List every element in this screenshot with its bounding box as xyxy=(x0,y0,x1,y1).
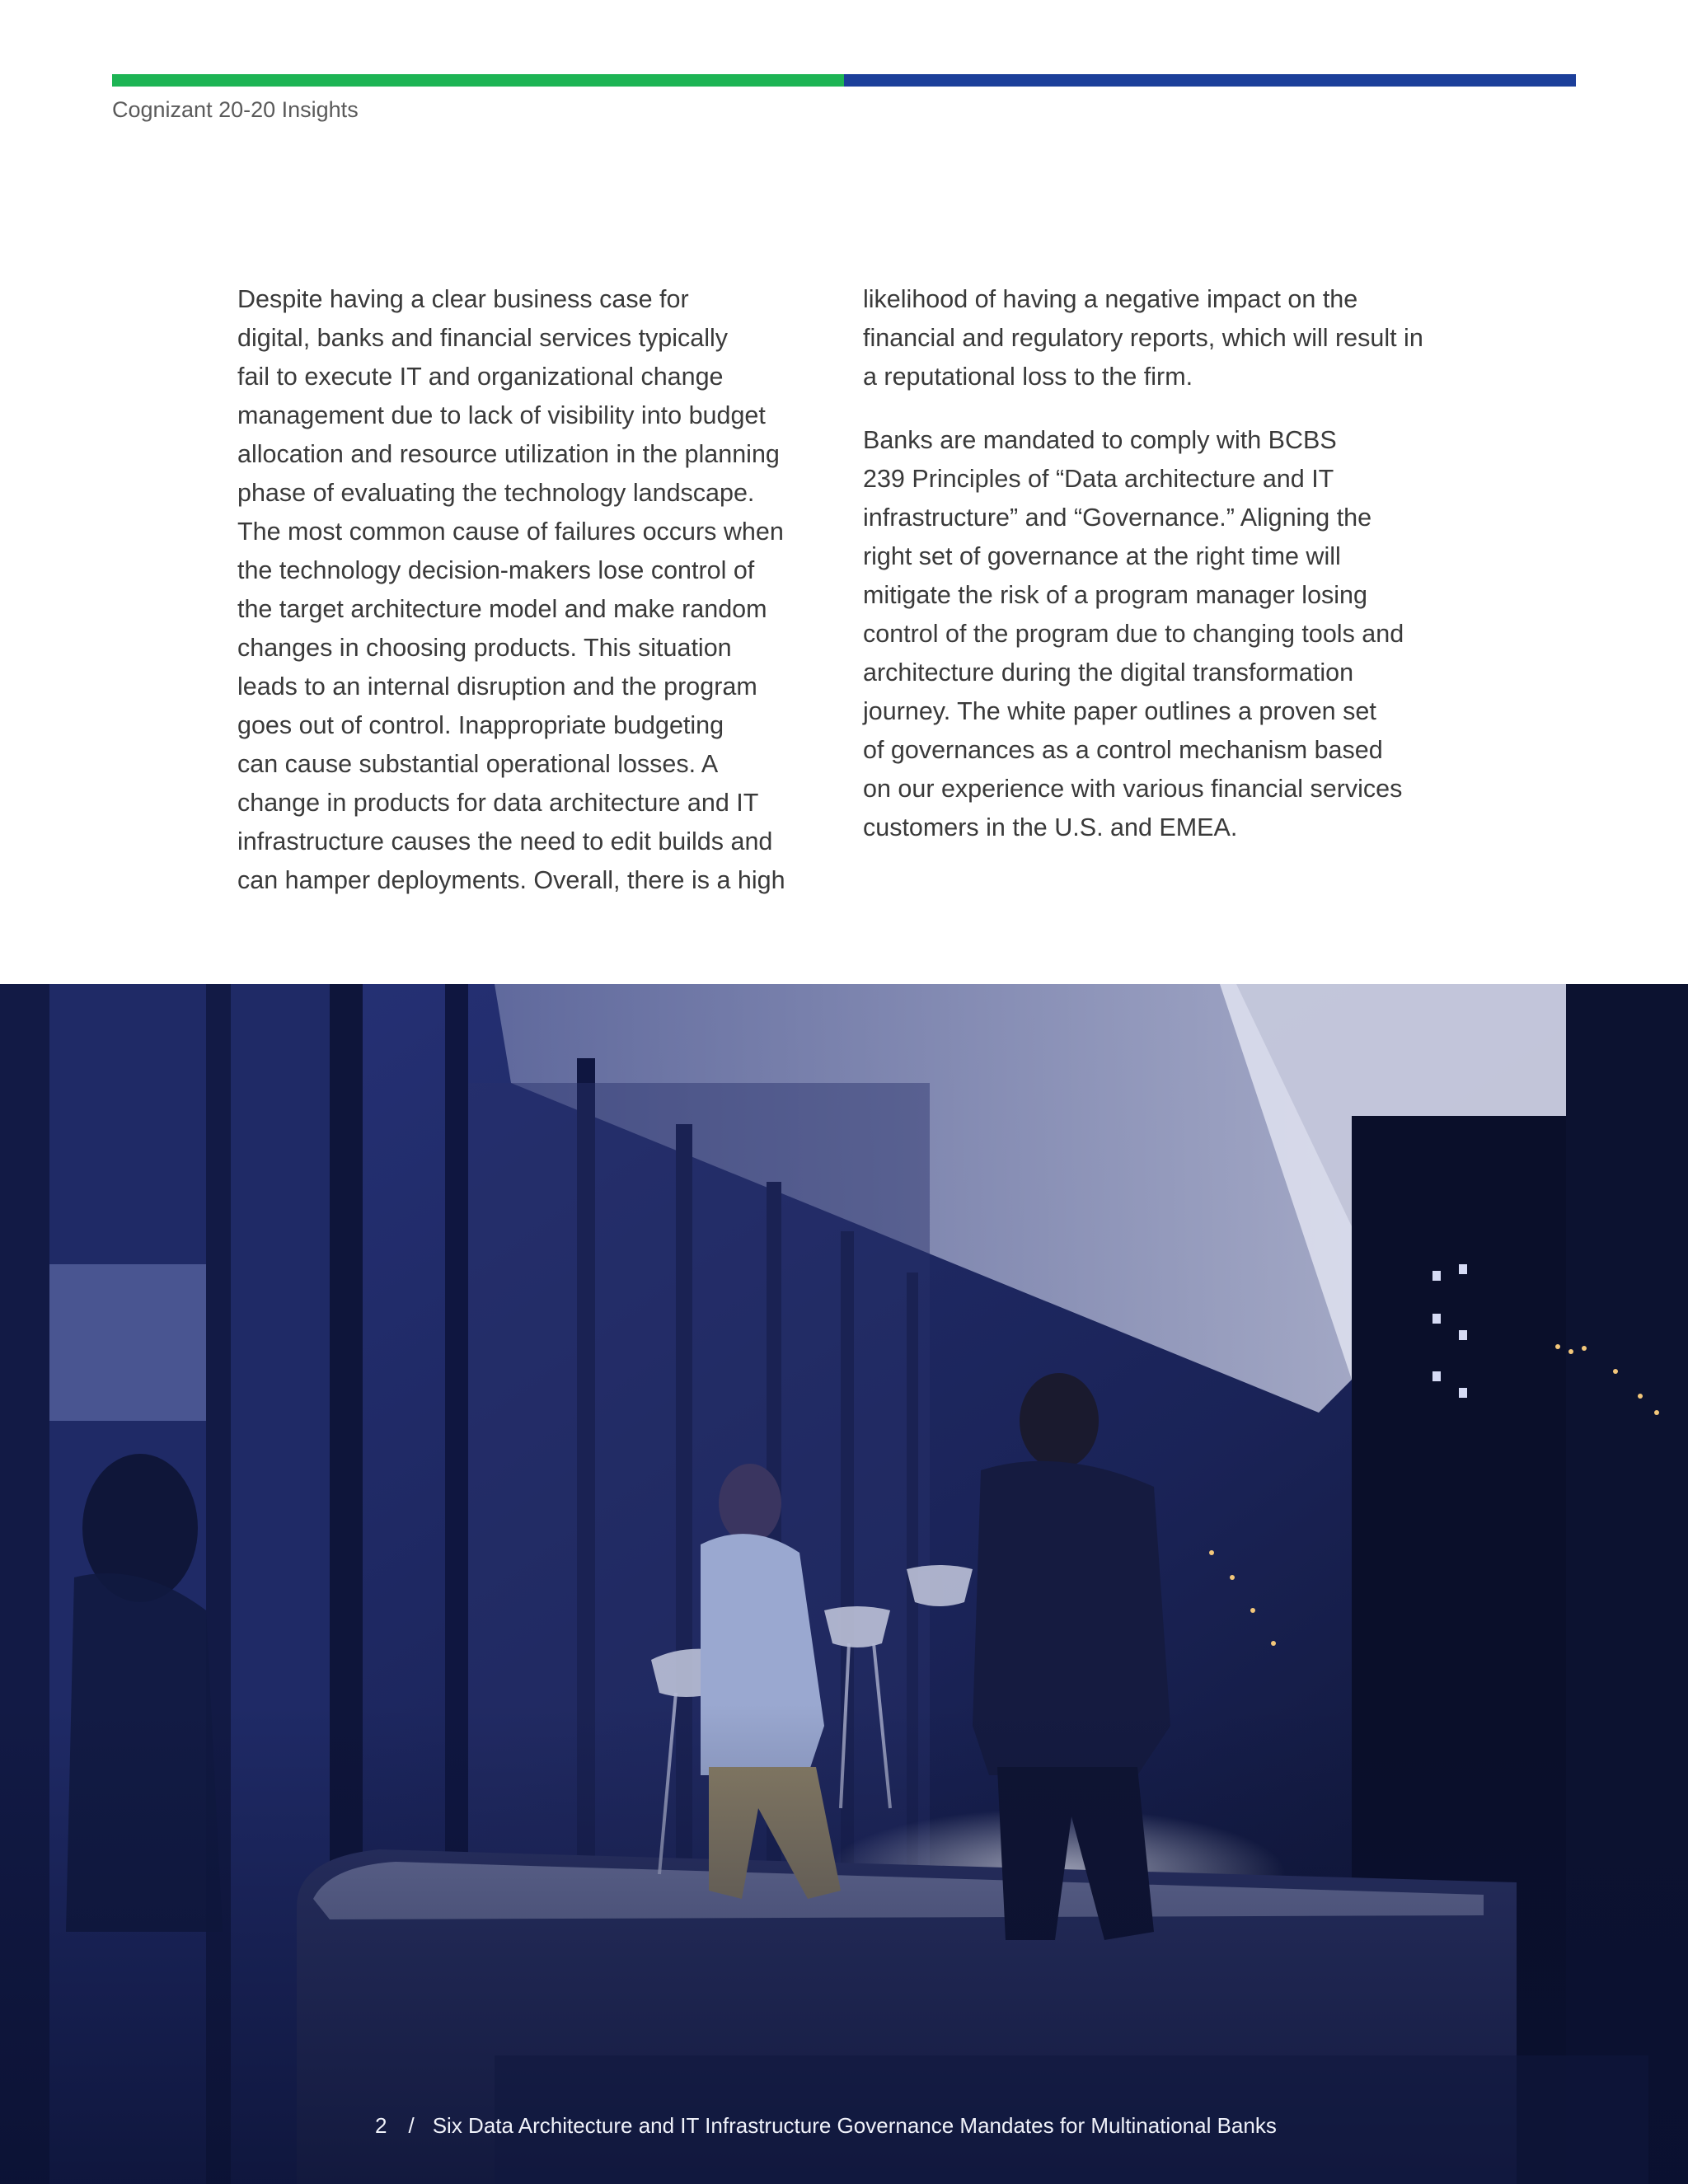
body-column-left xyxy=(237,280,831,900)
body-text-line: financial and regulatory reports, which will result in xyxy=(863,324,1423,352)
body-text-line: phase of evaluating the technology landscape. xyxy=(237,479,755,507)
body-text-line: can cause substantial operational losses. A xyxy=(237,750,719,778)
top-color-rule xyxy=(112,74,1576,87)
body-text-line: the technology decision-makers lose control of xyxy=(237,556,755,584)
body-text-line: control of the program due to changing tools and xyxy=(863,620,1404,648)
body-text-line: infrastructure” and “Governance.” Aligning the xyxy=(863,504,1372,532)
body-text-line: of governances as a control mechanism based xyxy=(863,736,1383,764)
office-night-photo xyxy=(0,984,1688,2184)
body-text-line: allocation and resource utilization in the planning xyxy=(237,440,780,468)
body-text-line: goes out of control. Inappropriate budgeting xyxy=(237,711,724,739)
body-text-line: leads to an internal disruption and the program xyxy=(237,673,757,701)
body-text-line: 239 Principles of “Data architecture and IT xyxy=(863,465,1334,493)
body-text-line: changes in choosing products. This situation xyxy=(237,634,732,662)
body-text-line: The most common cause of failures occurs when xyxy=(237,518,784,546)
body-text-line: architecture during the digital transformation xyxy=(863,658,1354,687)
body-text-line: management due to lack of visibility into budget xyxy=(237,401,766,429)
body-text-line: the target architecture model and make random xyxy=(237,595,767,623)
running-header-title: Cognizant 20-20 Insights xyxy=(112,97,359,122)
body-column-right xyxy=(863,280,1456,847)
body-text-line: digital, banks and financial services typically xyxy=(237,324,729,352)
body-text-line: on our experience with various financial services xyxy=(863,775,1403,803)
body-text-line: Despite having a clear business case for xyxy=(237,285,689,313)
body-text-line: infrastructure causes the need to edit builds and xyxy=(237,827,773,855)
office-photo-illustration xyxy=(0,984,1688,2184)
top-rule-blue-segment xyxy=(844,74,1576,87)
body-text-line: right set of governance at the right time will xyxy=(863,542,1341,570)
footer-separator: / xyxy=(408,2113,415,2138)
bcbs-paragraph xyxy=(863,421,1456,847)
footer-document-title: Six Data Architecture and IT Infrastructure Governance Mandates for Multinational Banks xyxy=(432,2113,1277,2138)
body-text-line: customers in the U.S. and EMEA. xyxy=(863,813,1238,841)
body-text-line: journey. The white paper outlines a proven set xyxy=(863,697,1376,725)
body-text-line: a reputational loss to the firm. xyxy=(863,363,1193,391)
page-footer xyxy=(375,2113,1277,2139)
body-text-line: Banks are mandated to comply with BCBS xyxy=(863,426,1337,454)
body-text-line: likelihood of having a negative impact on the xyxy=(863,285,1358,313)
body-text-line: can hamper deployments. Overall, there is a high xyxy=(237,866,785,894)
top-rule-green-segment xyxy=(112,74,844,87)
page-number: 2 xyxy=(375,2113,387,2138)
body-text-line: fail to execute IT and organizational change xyxy=(237,363,724,391)
body-text-line: change in products for data architecture and IT xyxy=(237,789,759,817)
body-text-line: mitigate the risk of a program manager losing xyxy=(863,581,1367,609)
